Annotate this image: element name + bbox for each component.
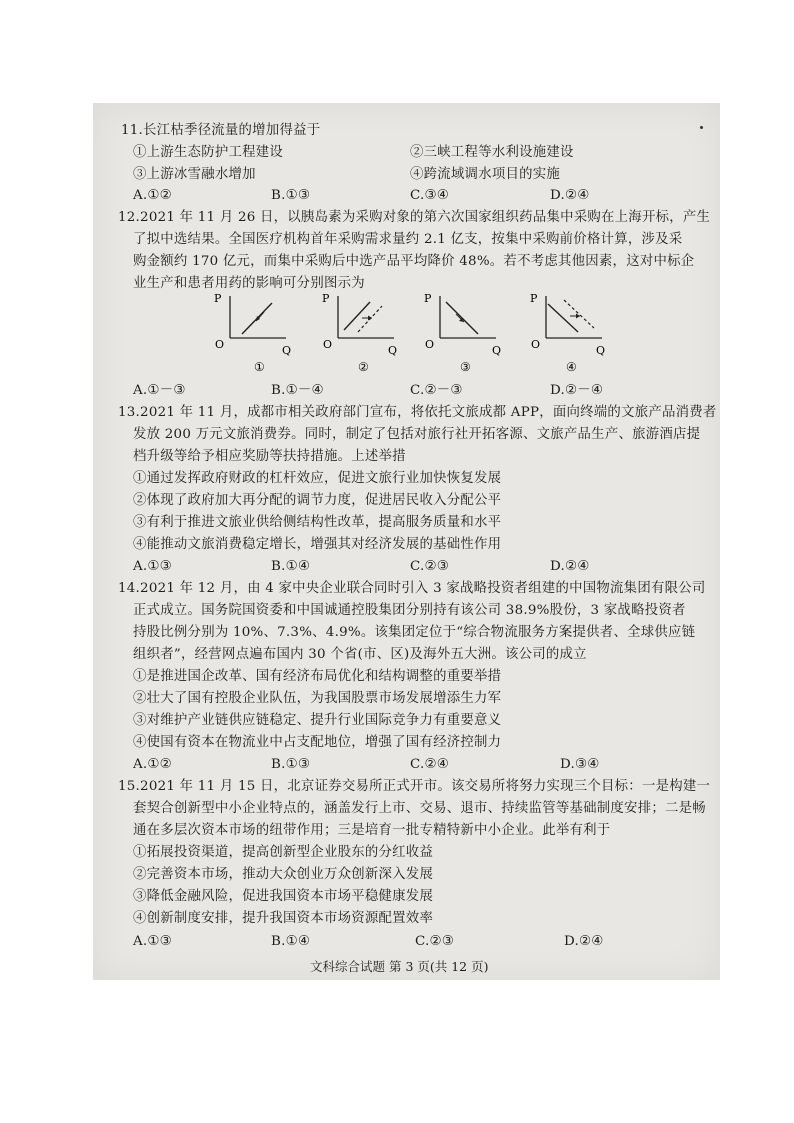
graph-4-p-label: P	[530, 292, 538, 305]
q13-item-4: ④能推动文旅消费稳定增长，增强其对经济发展的基础性作用	[133, 537, 502, 552]
graph-1	[210, 288, 305, 378]
q14-option-c: C.②④	[410, 757, 450, 772]
graph-3-p-label: P	[424, 292, 432, 305]
q12-stem-line-3: 购金额约 170 亿元，而集中采购后中选产品平均降价 48%。若不考虑其他因素，这对中标企	[133, 254, 695, 269]
q13-item-1: ①通过发挥政府财政的杠杆效应，促进文旅行业加快恢复发展	[133, 471, 502, 486]
q13-stem-line-3: 档升级等给予相应奖励等扶持措施。上述举措	[133, 449, 406, 464]
q13-stem-line-1: 13.2021 年 11 月，成都市相关政府部门宣布，将依托文旅成都 APP，面向终端的文旅产品消费者	[118, 405, 717, 420]
q13-option-a: A.①③	[133, 559, 172, 574]
graph-1-caption: ①	[254, 360, 265, 374]
q12-option-d: D.②－④	[550, 383, 604, 398]
graph-2-o-label: O	[323, 338, 333, 351]
q15-option-b: B.①④	[271, 934, 311, 949]
q15-stem-line-2: 套契合创新型中小企业特点的，涵盖发行上市、交易、退市、持续监管等基础制度安排；二是畅	[133, 801, 706, 816]
q14-option-b: B.①③	[271, 757, 311, 772]
q11-item-2: ②三峡工程等水利设施建设	[410, 145, 574, 160]
q13-item-3: ③有利于推进文旅业供给侧结构性改革，提高服务质量和水平	[133, 515, 502, 530]
q15-item-4: ④创新制度安排，提升我国资本市场资源配置效率	[133, 911, 434, 926]
q11-item-1: ①上游生态防护工程建设	[133, 145, 284, 160]
q11-option-a: A.①②	[133, 188, 172, 203]
q15-item-3: ③降低金融风险，促进我国资本市场平稳健康发展	[133, 889, 434, 904]
q12-option-b: B.①－④	[271, 383, 324, 398]
speck	[700, 126, 703, 129]
q12-option-a: A.①－③	[133, 383, 186, 398]
page-footer: 文科综合试题 第 3 页(共 12 页)	[310, 959, 489, 974]
graph-2	[318, 288, 413, 378]
graph-4-caption: ④	[566, 360, 577, 374]
q14-stem-line-2: 正式成立。国务院国资委和中国诚通控股集团分别持有该公司 38.9%股份，3 家战略投资者	[133, 603, 686, 618]
q15-stem-line-1: 15.2021 年 11 月 15 日，北京证券交易所正式开市。该交易所将努力实现三个目标：一是构建一	[118, 779, 711, 794]
q14-item-1: ①是推进国企改革、国有经济布局优化和结构调整的重要举措	[133, 669, 502, 684]
q13-option-b: B.①④	[271, 559, 311, 574]
q14-stem-line-3: 持股比例分别为 10%、7.3%、4.9%。该集团定位于“综合物流服务方案提供者、全球供应链	[133, 625, 696, 640]
q14-stem-line-1: 14.2021 年 12 月，由 4 家中央企业联合同时引入 3 家战略投资者组建的中国物流集团有限公司	[118, 581, 706, 596]
graph-3	[420, 288, 515, 378]
graph-3-o-label: O	[425, 338, 435, 351]
graph-2-q-label: Q	[388, 344, 398, 357]
q15-stem-line-3: 通在多层次资本市场的纽带作用；三是培育一批专精特新中小企业。此举有利于	[133, 823, 611, 838]
q13-option-c: C.②③	[410, 559, 450, 574]
q15-option-d: D.②④	[564, 934, 604, 949]
q14-option-d: D.③④	[560, 757, 600, 772]
q13-stem-line-2: 发放 200 万元文旅消费券。同时，制定了包括对旅行社开拓客源、文旅产品生产、旅游酒店提	[133, 427, 701, 442]
q15-option-c: C.②③	[415, 934, 455, 949]
q11-option-b: B.①③	[271, 188, 311, 203]
q14-item-4: ④使国有资本在物流业中占支配地位，增强了国有经济控制力	[133, 735, 502, 750]
q14-option-a: A.①②	[133, 757, 172, 772]
graph-1-o-label: O	[215, 338, 225, 351]
graph-3-caption: ③	[460, 360, 471, 374]
q11-stem: 11.长江枯季径流量的增加得益于	[121, 123, 321, 138]
q12-stem-line-2: 了拟中选结果。全国医疗机构首年采购需求量约 2.1 亿支，按集中采购前价格计算，涉及采	[133, 232, 683, 247]
graph-4-q-label: Q	[596, 344, 606, 357]
q12-stem-line-4: 业生产和患者用药的影响可分别图示为	[133, 276, 365, 291]
graph-1-q-label: Q	[282, 344, 292, 357]
q11-option-c: C.③④	[410, 188, 450, 203]
q12-option-c: C.②－③	[410, 383, 463, 398]
graph-4-o-label: O	[531, 338, 541, 351]
graph-1-p-label: P	[214, 292, 222, 305]
q13-option-d: D.②④	[550, 559, 590, 574]
q15-option-a: A.①③	[133, 934, 172, 949]
graph-3-q-label: Q	[492, 344, 502, 357]
q14-item-3: ③对维护产业链供应链稳定、提升行业国际竞争力有重要意义	[133, 713, 502, 728]
graph-2-p-label: P	[322, 292, 330, 305]
graph-4	[526, 288, 621, 378]
q14-item-2: ②壮大了国有控股企业队伍，为我国股票市场发展增添生力军	[133, 691, 502, 706]
q15-item-1: ①拓展投资渠道，提高创新型企业股东的分红收益	[133, 845, 434, 860]
graph-2-caption: ②	[358, 360, 369, 374]
q15-item-2: ②完善资本市场，推动大众创业万众创新深入发展	[133, 867, 434, 882]
q12-stem-line-1: 12.2021 年 11 月 26 日，以胰岛素为采购对象的第六次国家组织药品集中采购在上海开标，产生	[118, 210, 711, 225]
q11-option-d: D.②④	[550, 188, 590, 203]
q11-item-3: ③上游冰雪融水增加	[133, 167, 256, 182]
q11-item-4: ④跨流域调水项目的实施	[410, 167, 561, 182]
q14-stem-line-4: 组织者”，经营网点遍布国内 30 个省(市、区)及海外五大洲。该公司的成立	[133, 647, 587, 662]
q13-item-2: ②体现了政府加大再分配的调节力度，促进居民收入分配公平	[133, 493, 502, 508]
